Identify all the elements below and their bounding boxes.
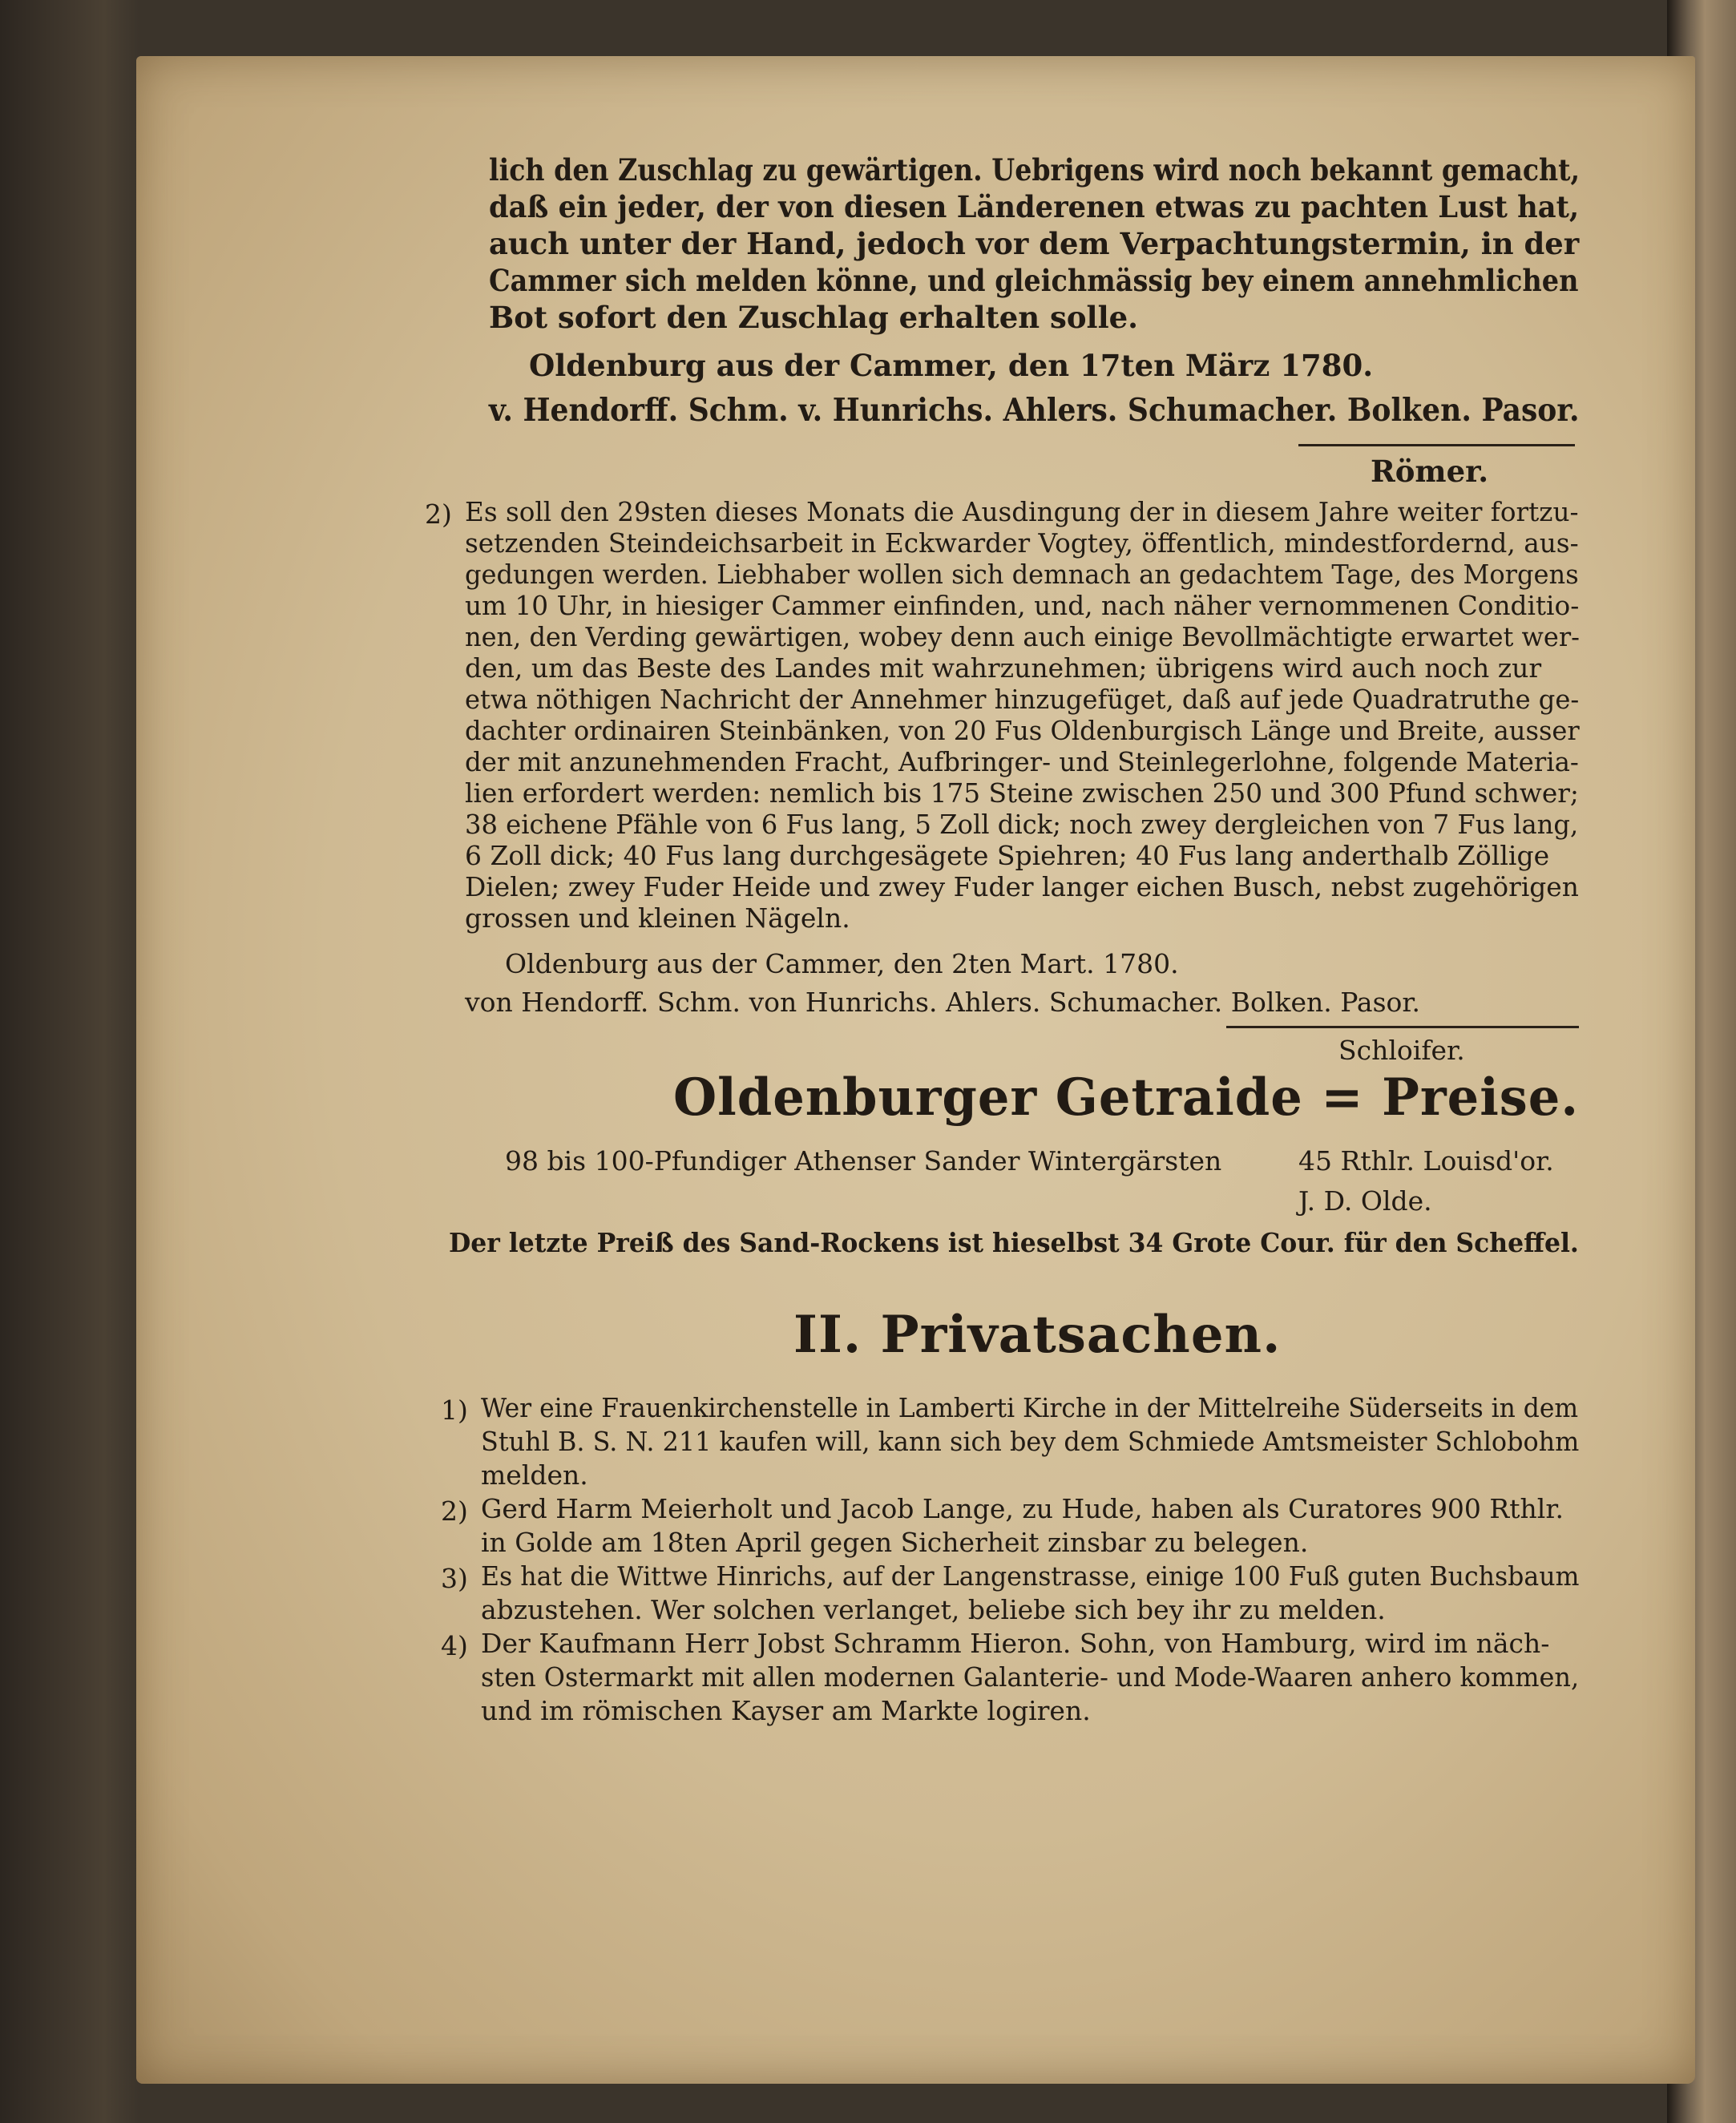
notice-1-line-4: Cammer sich melden könne, und gleichmässig bey einem annehmlichen xyxy=(489,263,1579,298)
private-3-line-2: abzustehen. Wer solchen verlanget, beliebe sich bey ihr zu melden. xyxy=(481,1594,1386,1625)
private-1-number: 1) xyxy=(441,1394,468,1426)
prices-note: Der letzte Preiß des Sand-Rockens ist hieselbst 34 Grote Cour. für den Scheffel. xyxy=(449,1227,1579,1258)
prices-signer: J. D. Olde. xyxy=(1298,1185,1432,1217)
notice-2-line-11: 38 eichene Pfähle von 6 Fus lang, 5 Zoll dick; noch zwey dergleichen von 7 Fus lang, xyxy=(465,809,1579,840)
private-3-line-1: Es hat die Wittwe Hinrichs, auf der Langenstrasse, einige 100 Fuß guten Buchsbaum xyxy=(481,1560,1580,1592)
prices-price: 45 Rthlr. Louisd'or. xyxy=(1298,1145,1554,1177)
notice-2-line-2: setzenden Steindeichsarbeit in Eckwarder Vogtey, öffentlich, mindestfordernd, aus- xyxy=(465,527,1579,559)
private-4-line-3: und im römischen Kayser am Markte logiren. xyxy=(481,1695,1091,1726)
notice-2-signatures: von Hendorff. Schm. von Hunrichs. Ahlers. Schumacher. Bolken. Pasor. xyxy=(465,987,1421,1018)
notice-2-line-10: lien erfordert werden: nemlich bis 175 Steine zwischen 250 und 300 Pfund schwer; xyxy=(465,777,1579,809)
prices-item: 98 bis 100-Pfundiger Athenser Sander Wintergärsten xyxy=(505,1145,1222,1177)
notice-1-line-3: auch unter der Hand, jedoch vor dem Verpachtungstermin, in der xyxy=(489,226,1580,261)
private-1-line-2: Stuhl B. S. N. 211 kaufen will, kann sich bey dem Schmiede Amtsmeister Schlobohm xyxy=(481,1426,1580,1457)
private-3-number: 3) xyxy=(441,1563,468,1594)
notice-1-line-1: lich den Zuschlag zu gewärtigen. Uebrigens wird noch bekannt gemacht, xyxy=(489,152,1581,188)
notice-2-line-6: den, um das Beste des Landes mit wahrzunehmen; übrigens wird auch noch zur xyxy=(465,652,1542,684)
signature-rule-2 xyxy=(1226,1026,1579,1028)
notice-2-countersign: Schloifer. xyxy=(1338,1035,1465,1066)
private-4-line-2: sten Ostermarkt mit allen modernen Galanterie- und Mode-Waaren anhero kommen, xyxy=(481,1661,1580,1693)
private-2-line-2: in Golde am 18ten April gegen Sicherheit zinsbar zu belegen. xyxy=(481,1527,1309,1558)
notice-1-countersign: Römer. xyxy=(1371,454,1489,489)
notice-2-line-7: etwa nöthigen Nachricht der Annehmer hinzugefüget, daß auf jede Quadratruthe ge- xyxy=(465,684,1580,715)
private-1-line-3: melden. xyxy=(481,1459,588,1491)
notice-1-signatures: v. Hendorff. Schm. v. Hunrichs. Ahlers. Schumacher. Bolken. Pasor. xyxy=(489,392,1580,429)
notice-1-date: Oldenburg aus der Cammer, den 17ten März 1780. xyxy=(529,348,1374,383)
notice-1-line-5: Bot sofort den Zuschlag erhalten solle. xyxy=(489,300,1139,335)
private-4-line-1: Der Kaufmann Herr Jobst Schramm Hieron. Sohn, von Hamburg, wird im näch- xyxy=(481,1628,1550,1659)
private-4-number: 4) xyxy=(441,1630,468,1661)
notice-2-line-4: um 10 Uhr, in hiesiger Cammer einfinden, und, nach näher vernommenen Conditio- xyxy=(465,590,1580,621)
notice-2-date: Oldenburg aus der Cammer, den 2ten Mart. 1780. xyxy=(505,948,1179,979)
notice-2-line-9: der mit anzunehmenden Fracht, Aufbringer- und Steinlegerlohne, folgende Materia- xyxy=(465,746,1579,777)
notice-2-line-3: gedungen werden. Liebhaber wollen sich demnach an gedachtem Tage, des Morgens xyxy=(465,559,1579,590)
notice-2-line-13: Dielen; zwey Fuder Heide und zwey Fuder langer eichen Busch, nebst zugehörigen xyxy=(465,871,1579,902)
notice-2-line-12: 6 Zoll dick; 40 Fus lang durchgesägete Spiehren; 40 Fus lang anderthalb Zöllige xyxy=(465,840,1550,871)
notice-2-line-1: Es soll den 29sten dieses Monats die Ausdingung der in diesem Jahre weiter fortzu- xyxy=(465,496,1579,527)
private-1-line-1: Wer eine Frauenkirchenstelle in Lamberti Kirche in der Mittelreihe Süderseits in dem xyxy=(481,1392,1579,1423)
prices-heading: Oldenburger Getraide = Preise. xyxy=(673,1068,1579,1128)
signature-rule xyxy=(1298,444,1575,446)
notice-2-line-14: grossen und kleinen Nägeln. xyxy=(465,902,850,934)
notice-2-line-5: nen, den Verding gewärtigen, wobey denn auch einige Bevollmächtigte erwartet wer- xyxy=(465,621,1580,652)
notice-2-number: 2) xyxy=(425,498,452,530)
book-page xyxy=(136,56,1695,2084)
private-2-number: 2) xyxy=(441,1495,468,1527)
private-heading: II. Privatsachen. xyxy=(793,1305,1282,1365)
private-2-line-1: Gerd Harm Meierholt und Jacob Lange, zu Hude, haben als Curatores 900 Rthlr. xyxy=(481,1493,1564,1524)
notice-2-line-8: dachter ordinairen Steinbänken, von 20 Fus Oldenburgisch Länge und Breite, ausser xyxy=(465,715,1580,746)
notice-1-line-2: daß ein jeder, der von diesen Länderenen etwas zu pachten Lust hat, xyxy=(489,189,1580,224)
